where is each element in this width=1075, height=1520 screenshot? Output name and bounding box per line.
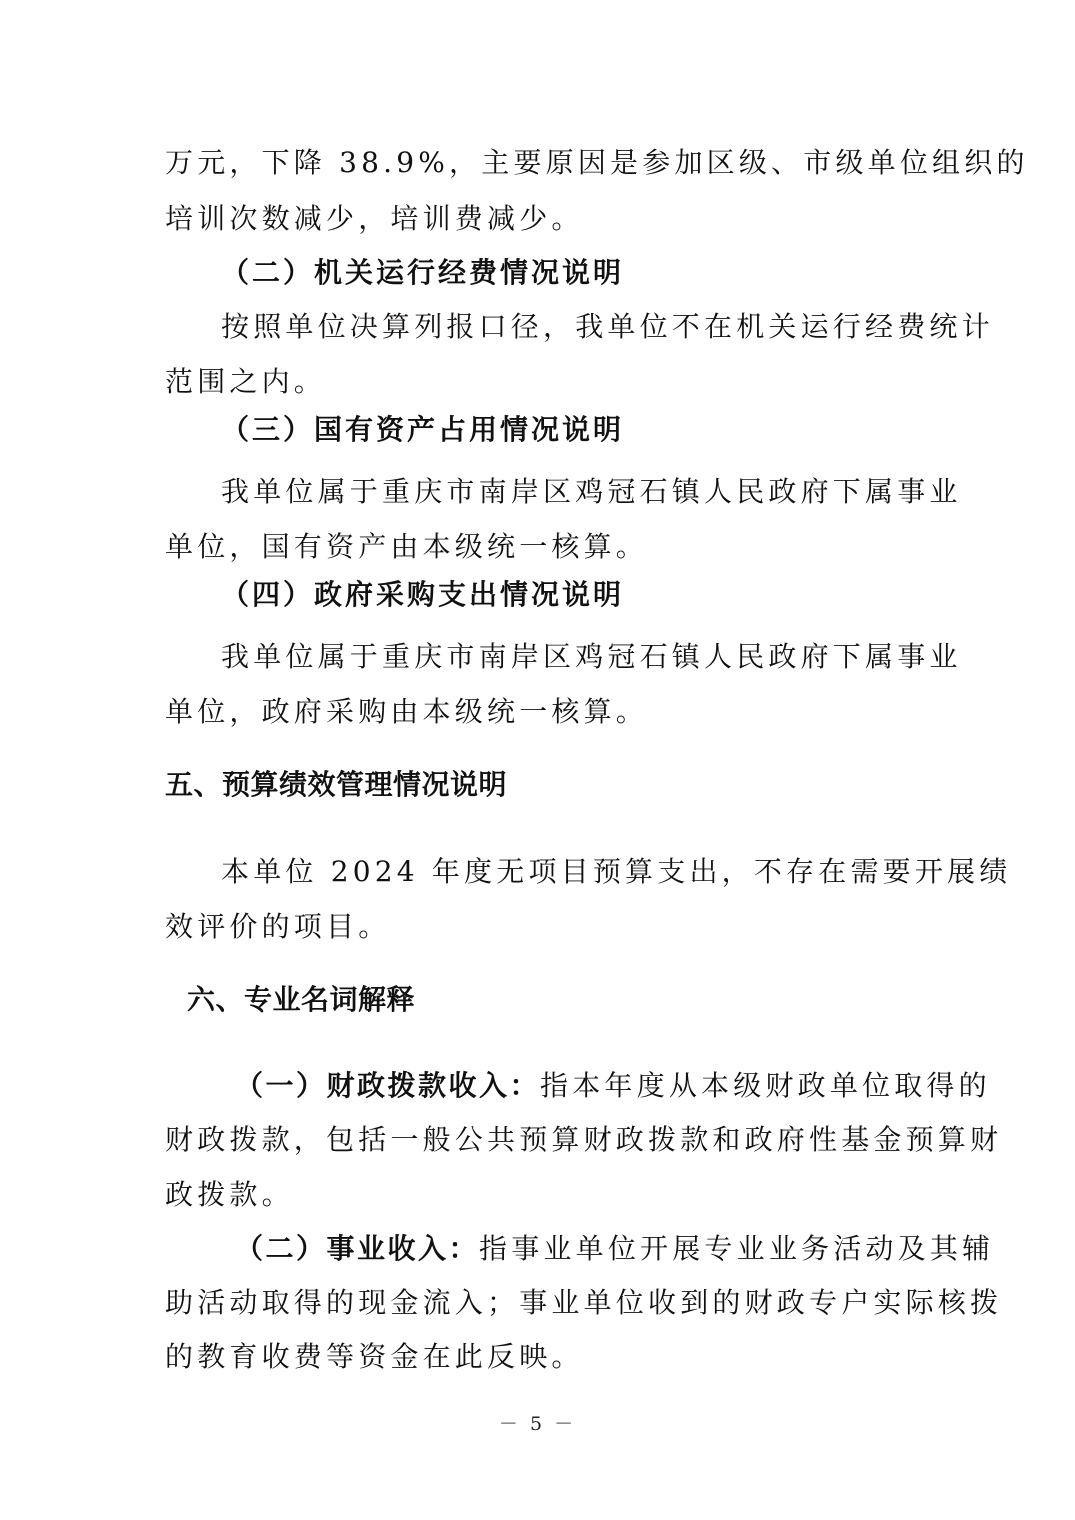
glossary-line [235, 1066, 991, 1106]
glossary-term: （一）财政拨款收入： [235, 1069, 541, 1102]
paragraph-line: 财政拨款，包括一般公共预算财政拨款和政府性基金预算财 [165, 1123, 1003, 1156]
section-heading-performance: 五、预算绩效管理情况说明 [165, 768, 508, 801]
paragraph-line: 我单位属于重庆市南岸区鸡冠石镇人民政府下属事业 [221, 475, 962, 508]
paragraph-line: 助活动取得的现金流入；事业单位收到的财政专户实际核拨 [165, 1286, 1003, 1319]
subheading-procurement: （四）政府采购支出情况说明 [221, 578, 625, 611]
paragraph-line: 按照单位决算列报口径，我单位不在机关运行经费统计 [221, 310, 994, 343]
paragraph-line: 政拨款。 [165, 1178, 294, 1211]
subheading-admin-expenses: （二）机关运行经费情况说明 [221, 256, 625, 289]
paragraph-line: 单位，国有资产由本级统一核算。 [165, 530, 649, 563]
page-number: － 5 － [498, 1413, 577, 1435]
section-heading-glossary: 六、专业名词解释 [187, 983, 416, 1016]
paragraph-line: 培训次数减少，培训费减少。 [165, 202, 584, 235]
glossary-definition: 指事业单位开展专业业务活动及其辅 [479, 1232, 995, 1265]
paragraph-line: 万元，下降 38.9%，主要原因是参加区级、市级单位组织的 [165, 146, 1029, 179]
subheading-state-assets: （三）国有资产占用情况说明 [221, 413, 625, 446]
paragraph-line: 单位，政府采购由本级统一核算。 [165, 695, 649, 728]
glossary-line [235, 1229, 995, 1269]
glossary-definition: 指本年度从本级财政单位取得的 [540, 1069, 991, 1102]
paragraph-line: 我单位属于重庆市南岸区鸡冠石镇人民政府下属事业 [221, 640, 962, 673]
paragraph-line: 效评价的项目。 [165, 910, 391, 943]
paragraph-line: 的教育收费等资金在此反映。 [165, 1340, 584, 1373]
paragraph-line: 本单位 2024 年度无项目预算支出，不存在需要开展绩 [221, 855, 1012, 888]
paragraph-line: 范围之内。 [165, 365, 327, 398]
glossary-term: （二）事业收入： [235, 1232, 480, 1265]
